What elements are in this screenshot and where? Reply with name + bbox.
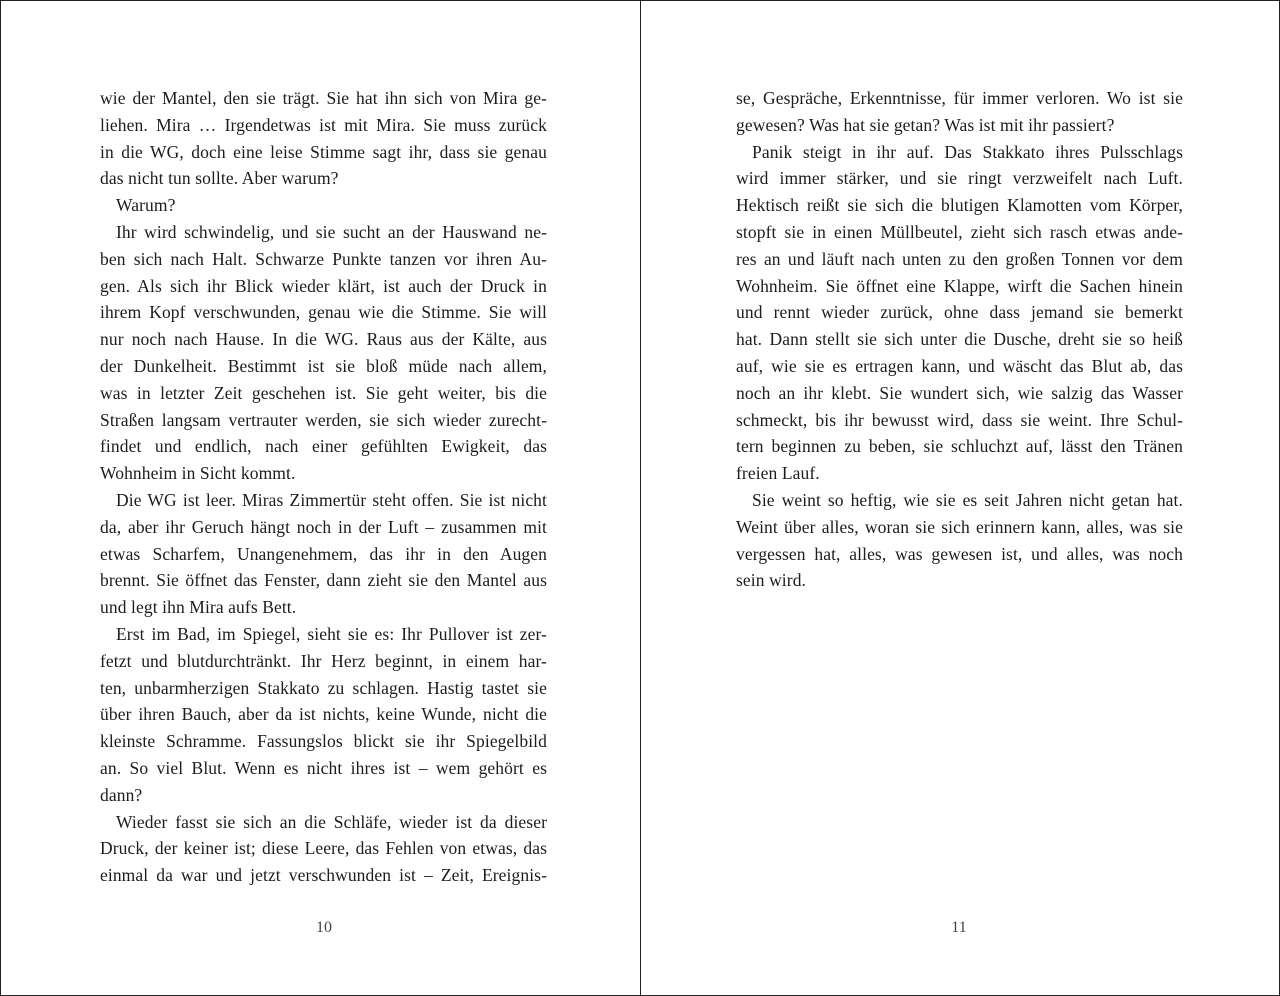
right-page bbox=[641, 1, 1279, 995]
text-line: fetzt und blutdurchtränkt. Ihr Herz beginnt, in einem har- bbox=[100, 650, 547, 671]
left-page-text bbox=[100, 85, 547, 889]
text-line: über ihren Bauch, aber da ist nichts, keine Wunde, nicht die bbox=[100, 704, 547, 725]
text-line: ihrem Kopf verschwunden, genau wie die Stimme. Sie will bbox=[100, 302, 547, 323]
text-line: Ihr wird schwindelig, und sie sucht an der Hauswand ne- bbox=[116, 221, 547, 242]
text-line: das nicht tun sollte. Aber warum? bbox=[100, 168, 339, 189]
text-line: res an und läuft nach unten zu den großen Tonnen vor dem bbox=[736, 248, 1183, 269]
text-line: und legt ihn Mira aufs Bett. bbox=[100, 597, 297, 618]
text-line: sein wird. bbox=[736, 570, 807, 591]
text-line: vergessen hat, alles, was gewesen ist, und alles, was noch bbox=[736, 543, 1183, 564]
text-line: in die WG, doch eine leise Stimme sagt ihr, dass sie genau bbox=[100, 141, 547, 162]
text-line: ten, unbarmherzigen Stakkato zu schlagen. Hastig tastet sie bbox=[100, 677, 547, 698]
text-line: wie der Mantel, den sie trägt. Sie hat ihn sich von Mira ge- bbox=[100, 88, 547, 108]
text-line: Druck, der keiner ist; diese Leere, das Fehlen von etwas, das bbox=[100, 838, 547, 859]
text-line: kleinste Schramme. Fassungslos blickt sie ihr Spiegelbild bbox=[100, 731, 547, 752]
text-line: brennt. Sie öffnet das Fenster, dann zieht sie den Mantel aus bbox=[100, 570, 547, 591]
text-line: findet und endlich, nach einer gefühlten Ewigkeit, das bbox=[100, 436, 547, 457]
right-page-number: 11 bbox=[951, 919, 967, 936]
text-line: Erst im Bad, im Spiegel, sieht sie es: Ihr Pullover ist zer- bbox=[116, 623, 547, 644]
text-line: noch an ihr klebt. Sie wundert sich, wie salzig das Wasser bbox=[736, 382, 1183, 403]
text-line: einmal da war und jetzt verschwunden ist – Zeit, Ereignis- bbox=[100, 865, 547, 886]
left-page bbox=[1, 1, 641, 995]
left-page-number: 10 bbox=[316, 919, 332, 936]
text-line: was in letzter Zeit geschehen ist. Sie geht weiter, bis die bbox=[100, 382, 547, 403]
text-line: Straßen langsam vertrauter werden, sie sich wieder zurecht- bbox=[100, 409, 547, 430]
text-line: Warum? bbox=[116, 195, 176, 216]
text-line: Weint über alles, woran sie sich erinnern kann, alles, was sie bbox=[736, 516, 1183, 537]
text-line: an. So viel Blut. Wenn es nicht ihres ist – wem gehört es bbox=[100, 757, 547, 778]
text-line: hat. Dann stellt sie sich unter die Dusche, dreht sie so heiß bbox=[736, 329, 1183, 350]
text-line: tern beginnen zu beben, sie schluchzt auf, lässt den Tränen bbox=[736, 436, 1183, 457]
text-line: gewesen? Was hat sie getan? Was ist mit ihr passiert? bbox=[736, 114, 1115, 135]
text-line: Wieder fasst sie sich an die Schläfe, wieder ist da dieser bbox=[116, 811, 547, 832]
text-line: Panik steigt in ihr auf. Das Stakkato ihres Pulsschlags bbox=[752, 141, 1183, 162]
text-line: ben sich nach Halt. Schwarze Punkte tanzen vor ihren Au- bbox=[100, 248, 547, 269]
text-line: auf, wie sie es ertragen kann, und wäscht das Blut ab, das bbox=[736, 355, 1183, 376]
text-line: Hektisch reißt sie sich die blutigen Klamotten vom Körper, bbox=[736, 195, 1183, 216]
text-line: Wohnheim in Sicht kommt. bbox=[100, 463, 296, 484]
text-line: und rennt wieder zurück, ohne dass jemand sie bemerkt bbox=[736, 302, 1183, 323]
text-line: stopft sie in einen Müllbeutel, zieht sich rasch etwas ande- bbox=[736, 221, 1183, 242]
text-line: nur noch nach Hause. In die WG. Raus aus der Kälte, aus bbox=[100, 329, 547, 350]
text-line: dann? bbox=[100, 784, 143, 805]
text-line: etwas Scharfem, Unangenehmem, das ihr in den Augen bbox=[100, 543, 547, 564]
text-line: der Dunkelheit. Bestimmt ist sie bloß müde nach allem, bbox=[100, 355, 547, 376]
text-line: Sie weint so heftig, wie sie es seit Jahren nicht getan hat. bbox=[752, 489, 1183, 510]
text-line: schmeckt, bis ihr bewusst wird, dass sie weint. Ihre Schul- bbox=[736, 409, 1183, 430]
text-line: liehen. Mira … Irgendetwas ist mit Mira. Sie muss zurück bbox=[100, 114, 547, 135]
text-line: se, Gespräche, Erkenntnisse, für immer verloren. Wo ist sie bbox=[736, 88, 1183, 108]
text-line: wird immer stärker, und sie ringt verzweifelt nach Luft. bbox=[736, 168, 1183, 189]
right-page-text bbox=[736, 85, 1183, 594]
text-line: gen. Als sich ihr Blick wieder klärt, ist auch der Druck in bbox=[100, 275, 547, 296]
text-line: da, aber ihr Geruch hängt noch in der Luft – zusammen mit bbox=[100, 516, 547, 537]
text-line: Die WG ist leer. Miras Zimmertür steht offen. Sie ist nicht bbox=[116, 489, 547, 510]
text-line: freien Lauf. bbox=[736, 463, 820, 484]
text-line: Wohnheim. Sie öffnet eine Klappe, wirft die Sachen hinein bbox=[736, 275, 1183, 296]
